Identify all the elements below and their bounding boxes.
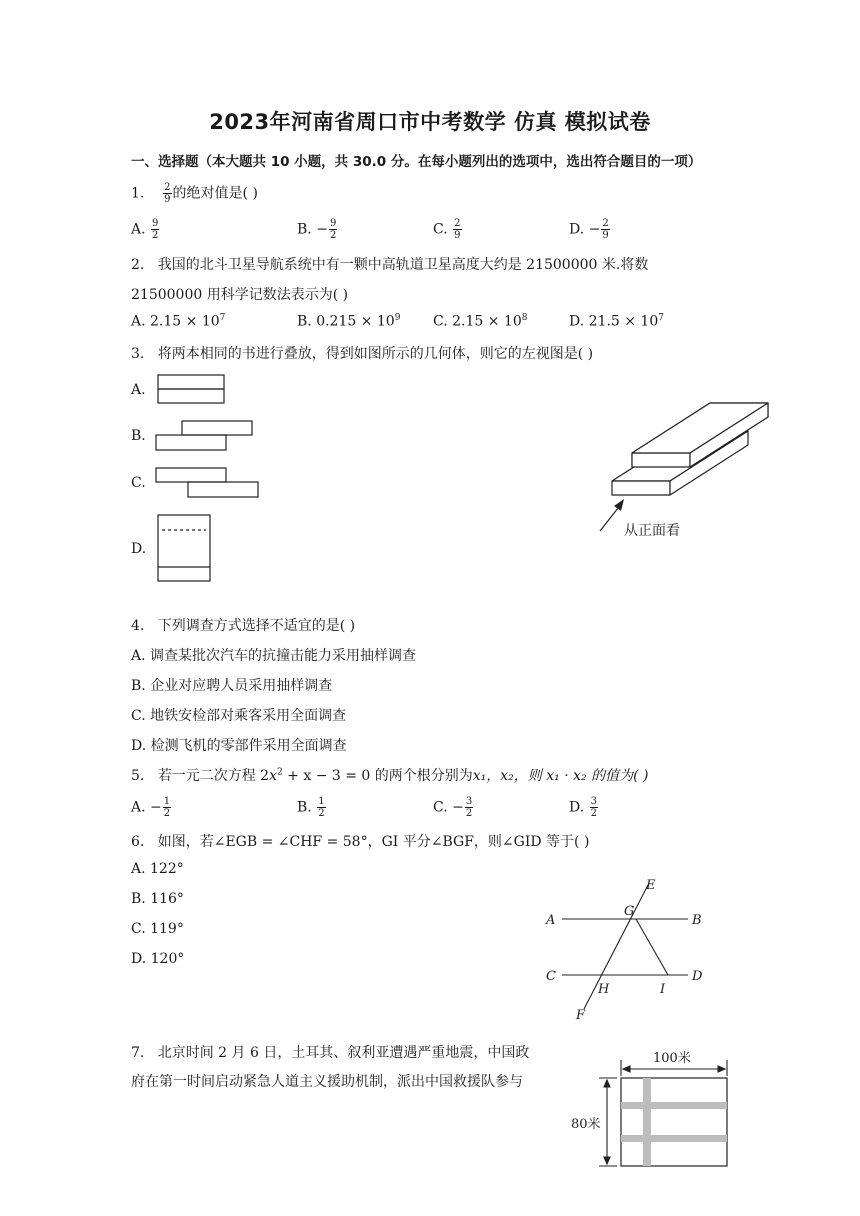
option-c: C. 地铁安检部对乘客采用全面调查 (131, 708, 347, 724)
fraction-two-ninths: $\frac{2}{9}$ (164, 182, 171, 205)
q3-option-drawings (150, 370, 270, 590)
option-a: A. − $\frac{1}{2}$ (131, 796, 171, 819)
option-a-bottom-rect (158, 389, 224, 403)
option-d: D. $21.5 \times 10^7$ (569, 313, 664, 330)
line-ef (584, 885, 648, 1009)
question-number: 4. (131, 618, 145, 634)
label-b: B (692, 913, 702, 928)
question-text-line1: 北京时间 2 月 6 日，土耳其、叙利亚遭遇严重地震，中国政 (157, 1045, 530, 1061)
option-a-top-rect (158, 375, 224, 389)
label-f: F (576, 1008, 586, 1023)
question-5: 5. 若一元二次方程 $2x^2 + x - 3 = 0$ 的两个根分别为x₁，x₂，则 x₁ · x₂ 的值为( ) (131, 767, 649, 784)
option-b-bottom-rect (156, 435, 226, 450)
question-number: 6. (131, 834, 145, 850)
question-text: 如图，若∠EGB = ∠CHF = 58°，GI 平分∠BGF，则∠GID 等于( ) (157, 834, 590, 850)
option-b: B. $0.215 \times 10^9$ (297, 313, 401, 330)
question-3 (131, 343, 593, 363)
question-text: 下列调查方式选择不适宜的是( ) (157, 618, 356, 634)
option-c: C. $2.15 \times 10^8$ (433, 313, 528, 330)
option-d: D. $\frac{3}{2}$ (569, 796, 598, 819)
question-number: 7. (131, 1045, 145, 1061)
option-b: B. $\frac{1}{2}$ (297, 796, 325, 819)
option-a: A. 调查某批次汽车的抗撞击能力采用抽样调查 (131, 648, 417, 664)
label-g: G (624, 904, 635, 919)
option-c: C. 119° (131, 921, 184, 937)
question-text: 的绝对值是( ) (172, 185, 258, 202)
view-arrow-head (614, 499, 624, 511)
option-d-rect (158, 515, 210, 581)
vertical-road (643, 1078, 651, 1166)
height-label: 80米 (571, 1117, 601, 1132)
option-c-top-rect (156, 468, 226, 482)
option-b-top-rect (182, 421, 252, 435)
option-b-label: B. (131, 428, 146, 444)
field-rect (621, 1078, 727, 1166)
option-c-label: C. (131, 475, 146, 491)
question-4 (131, 615, 355, 635)
lower-book-front (612, 481, 670, 495)
question-number: 5. (131, 768, 145, 784)
label-i: I (660, 982, 666, 997)
option-b: B. 企业对应聘人员采用抽样调查 (131, 678, 333, 694)
question-7 (131, 1042, 529, 1062)
page-title: 2023年河南省周口市中考数学 仿真 模拟试卷 (209, 110, 651, 134)
option-d-label: D. (131, 541, 147, 557)
view-direction-label: 从正面看 (624, 523, 680, 539)
question-number: 2. (131, 257, 145, 273)
option-a-label: A. (131, 382, 146, 398)
question-7-line2: 府在第一时间启动紧急人道主义援助机制，派出中国救援队参与 (131, 1074, 523, 1090)
horizontal-road-1 (621, 1102, 727, 1109)
option-d: D. 检测飞机的零部件采用全面调查 (131, 738, 347, 754)
option-d: D. − $\frac{2}{9}$ (569, 218, 609, 241)
label-a: A (546, 913, 556, 928)
line-gi (636, 919, 668, 975)
question-6 (131, 831, 589, 851)
option-b: B. − $\frac{9}{2}$ (297, 218, 337, 241)
option-c: C. − $\frac{3}{2}$ (433, 796, 473, 819)
option-b: B. 116° (131, 891, 184, 907)
label-d: D (692, 969, 703, 984)
horizontal-road-2 (621, 1135, 727, 1142)
option-a: A. 122° (131, 861, 184, 877)
width-label: 100米 (653, 1051, 691, 1066)
label-e: E (646, 878, 656, 893)
question-text-line1: 我国的北斗卫星导航系统中有一颗中高轨道卫星高度大约是 21500000 米.将数 (157, 257, 649, 273)
question-number: 1. (131, 185, 145, 202)
question-text: 将两本相同的书进行叠放，得到如图所示的几何体，则它的左视图是( ) (157, 346, 594, 362)
question-2-line2: 21500000 用科学记数法表示为( ) (131, 287, 349, 303)
label-c: C (546, 969, 556, 984)
question-2 (131, 254, 648, 274)
option-a: A. $\frac{9}{2}$ (131, 218, 159, 241)
question-1 (131, 182, 258, 205)
option-c: C. $\frac{2}{9}$ (433, 218, 461, 241)
option-d: D. 120° (131, 951, 185, 967)
q7-field-figure (565, 1042, 740, 1172)
question-number: 3. (131, 346, 145, 362)
option-c-bottom-rect (188, 482, 258, 497)
option-a: A. $2.15 \times 10^7$ (131, 313, 226, 330)
section-header-choice: 一、选择题（本大题共 10 小题，共 30.0 分。在每小题列出的选项中，选出符合题目的一项） (131, 154, 702, 170)
q6-parallel-lines-figure (540, 875, 730, 1025)
label-h: H (598, 982, 610, 997)
q3-stacked-books-figure (590, 395, 790, 545)
